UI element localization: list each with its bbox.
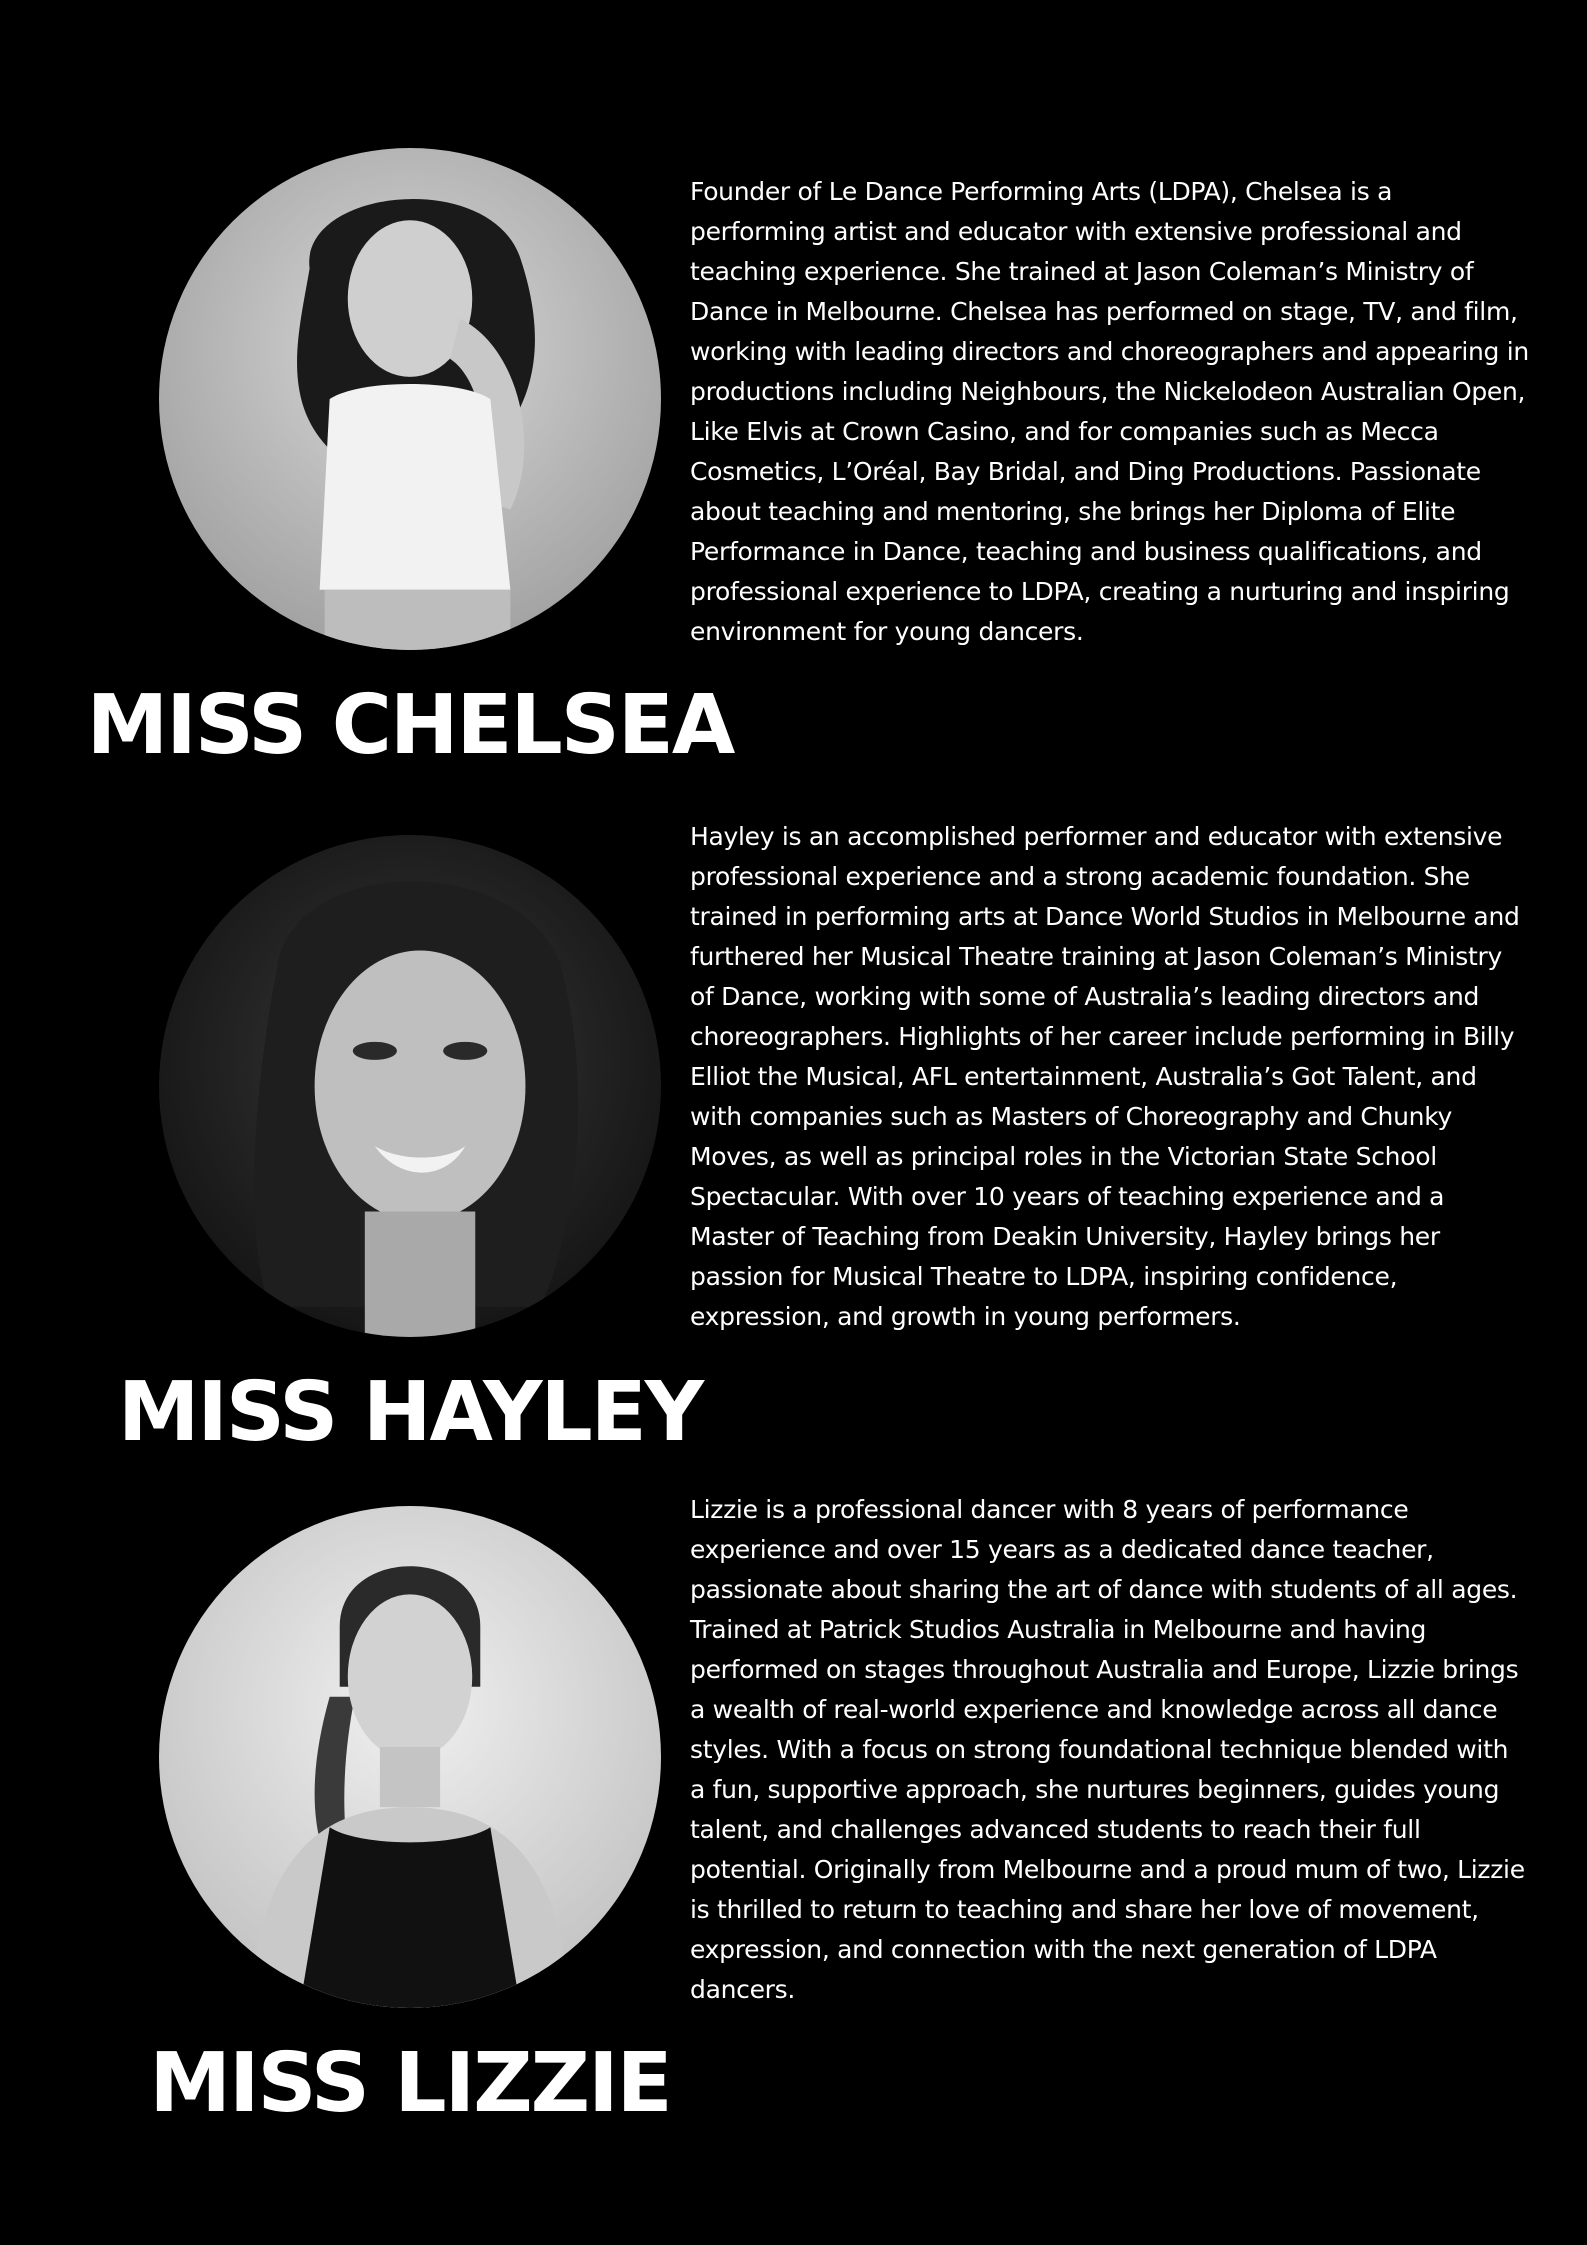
portrait-photo-icon — [159, 148, 661, 650]
profile-name: MISS CHELSEA — [86, 678, 734, 773]
bio-text: Founder of Le Dance Performing Arts (LDPA), Chelsea is a performing artist and educator with extensive professional and teaching experience. She trained at Jason Coleman’s Ministry of Dance in Melbourne. Chelsea has performed on stage, TV, and film, working with leading directors and choreographers and appearing in productions including Neighbours, the Nickelodeon Australian Open, Like Elvis at Crown Casino, and for companies such as Mecca Cosmetics, L’Oréal, Bay Bridal, and Ding Productions. Passionate about teaching and mentoring, she brings her Diploma of Elite Performance in Dance, teaching and business qualifications, and professional experience to LDPA, creating a nurturing and inspiring environment for young dancers. — [690, 177, 1529, 646]
portrait-photo-icon — [159, 835, 661, 1337]
profile-name: MISS HAYLEY — [117, 1365, 703, 1460]
portrait-photo-chelsea — [159, 148, 661, 650]
portrait-photo-hayley — [159, 835, 661, 1337]
profile-name: MISS LIZZIE — [149, 2036, 671, 2131]
portrait-photo-lizzie — [159, 1506, 661, 2008]
bio-text: Hayley is an accomplished performer and educator with extensive professional experience and a strong academic foundation. She trained in performing arts at Dance World Studios in Melbourne and furthered her Musical Theatre training at Jason Coleman’s Ministry of Dance, working with some of Australia’s leading directors and choreographers. Highlights of her career include performing in Billy Elliot the Musical, AFL entertainment, Australia’s Got Talent, and with companies such as Masters of Choreography and Chunky Moves, as well as principal roles in the Victorian State School Spectacular. With over 10 years of teaching experience and a Master of Teaching from Deakin University, Hayley brings her passion for Musical Theatre to LDPA, inspiring confidence, expression, and growth in young performers. — [690, 822, 1520, 1331]
bio-text: Lizzie is a professional dancer with 8 years of performance experience and over 15 years as a dedicated dance teacher, passionate about sharing the art of dance with students of all ages. Trained at Patrick Studios Australia in Melbourne and having performed on stages throughout Australia and Europe, Lizzie brings a wealth of real-world experience and knowledge across all dance styles. With a focus on strong foundational technique blended with a fun, supportive approach, she nurtures beginners, guides young talent, and challenges advanced students to reach their full potential. Originally from Melbourne and a proud mum of two, Lizzie is thrilled to return to teaching and share her love of movement, expression, and connection with the next generation of LDPA dancers. — [690, 1495, 1525, 2004]
portrait-photo-icon — [159, 1506, 661, 2008]
